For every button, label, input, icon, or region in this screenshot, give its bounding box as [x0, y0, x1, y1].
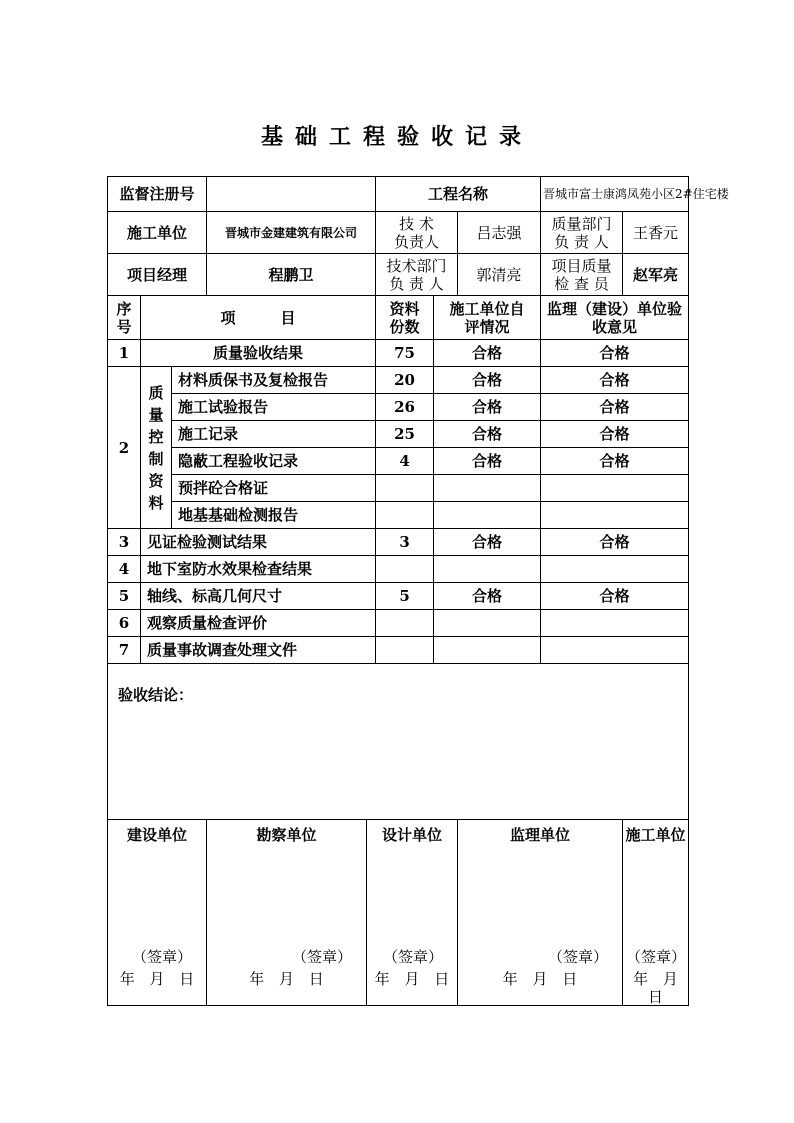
seal-label: （签章） [291, 948, 352, 966]
row-self-eval: 合格 [434, 583, 541, 610]
date-label: 年 月 日 [633, 970, 678, 1006]
row-supervision: 合格 [541, 394, 689, 421]
seal-label: （签章） [548, 948, 609, 966]
row-count [376, 502, 434, 529]
row-item: 轴线、标高几何尺寸 [141, 583, 376, 610]
project-name-label: 工程名称 [376, 177, 541, 212]
date-label: 年 月 日 [119, 970, 195, 988]
row-seq: 7 [108, 637, 141, 664]
row-count: 20 [376, 367, 434, 394]
signature-unit-label: 勘察单位 [256, 826, 317, 844]
row-supervision: 合格 [541, 421, 689, 448]
row-supervision [541, 610, 689, 637]
row-count: 75 [376, 340, 434, 367]
acceptance-record-table [107, 176, 729, 1006]
quality-inspector-value: 赵军亮 [623, 254, 689, 296]
row-self-eval: 合格 [434, 367, 541, 394]
date-label: 年 月 日 [502, 970, 578, 988]
row-supervision: 合格 [541, 529, 689, 556]
conclusion-label: 验收结论： [108, 664, 689, 820]
signature-cell-supervision [458, 820, 623, 1006]
row-count [376, 475, 434, 502]
row-count: 5 [376, 583, 434, 610]
row-supervision: 合格 [541, 448, 689, 475]
signature-unit-label: 施工单位 [625, 826, 686, 844]
signature-unit-label: 设计单位 [382, 826, 443, 844]
row-supervision: 合格 [541, 583, 689, 610]
row-item: 观察质量检查评价 [141, 610, 376, 637]
signature-cell-design [367, 820, 458, 1006]
seal-label: （签章） [383, 948, 444, 966]
row-count: 25 [376, 421, 434, 448]
row-item: 施工记录 [172, 421, 376, 448]
row-self-eval: 合格 [434, 529, 541, 556]
row-supervision: 合格 [541, 367, 689, 394]
row-self-eval: 合格 [434, 448, 541, 475]
date-label: 年 月 日 [249, 970, 324, 988]
row-seq: 3 [108, 529, 141, 556]
row-count [376, 637, 434, 664]
row-self-eval [434, 556, 541, 583]
reg-label: 监督注册号 [108, 177, 207, 212]
quality-control-group-label: 质 量 控 制 资 料 [141, 367, 172, 529]
row-self-eval: 合格 [434, 394, 541, 421]
row-seq: 2 [108, 367, 141, 529]
reg-value [207, 177, 376, 212]
row-self-eval [434, 637, 541, 664]
row-self-eval [434, 610, 541, 637]
row-supervision [541, 475, 689, 502]
col-item-header: 项 目 [141, 296, 376, 340]
col-self-eval-header: 施工单位自 评情况 [434, 296, 541, 340]
row-item: 施工试验报告 [172, 394, 376, 421]
row-seq: 4 [108, 556, 141, 583]
pm-label: 项目经理 [108, 254, 207, 296]
project-name-value: 晋城市富士康鸿凤苑小区2#住宅楼 [541, 177, 689, 212]
row-item: 地下室防水效果检查结果 [141, 556, 376, 583]
col-seq-header: 序 号 [108, 296, 141, 340]
row-item: 预拌砼合格证 [172, 475, 376, 502]
signature-cell-survey [207, 820, 367, 1006]
quality-dept-label: 质量部门 负 责 人 [541, 212, 623, 254]
row-self-eval [434, 502, 541, 529]
row-item: 地基基础检测报告 [172, 502, 376, 529]
construction-unit-value: 晋城市金建建筑有限公司 [207, 212, 376, 254]
row-self-eval: 合格 [434, 340, 541, 367]
row-self-eval [434, 475, 541, 502]
row-seq: 6 [108, 610, 141, 637]
row-item: 材料质保书及复检报告 [172, 367, 376, 394]
page-title: 基础工程验收记录 [260, 124, 533, 150]
signature-cell-contractor [623, 820, 689, 1006]
col-count-header: 资料 份数 [376, 296, 434, 340]
row-seq: 1 [108, 340, 141, 367]
row-supervision [541, 502, 689, 529]
row-count: 26 [376, 394, 434, 421]
row-supervision [541, 556, 689, 583]
row-seq: 5 [108, 583, 141, 610]
row-self-eval: 合格 [434, 421, 541, 448]
row-item: 质量验收结果 [141, 340, 376, 367]
row-count: 3 [376, 529, 434, 556]
tech-dept-value: 郭清亮 [458, 254, 541, 296]
quality-dept-value: 王香元 [623, 212, 689, 254]
row-count: 4 [376, 448, 434, 475]
construction-unit-label: 施工单位 [108, 212, 207, 254]
row-count [376, 556, 434, 583]
tech-dept-label: 技术部门 负 责 人 [376, 254, 458, 296]
signature-unit-label: 建设单位 [126, 826, 187, 844]
row-supervision: 合格 [541, 340, 689, 367]
row-count [376, 610, 434, 637]
col-supervision-header: 监理（建设）单位验 收意见 [541, 296, 689, 340]
row-supervision [541, 637, 689, 664]
tech-lead-label: 技 术 负责人 [376, 212, 458, 254]
signature-unit-label: 监理单位 [510, 826, 571, 844]
date-label: 年 月 日 [374, 970, 450, 988]
quality-inspector-label: 项目质量 检 查 员 [541, 254, 623, 296]
signature-cell-owner [108, 820, 207, 1006]
row-item: 质量事故调查处理文件 [141, 637, 376, 664]
seal-label: （签章） [131, 948, 192, 966]
row-item: 隐蔽工程验收记录 [172, 448, 376, 475]
row-item: 见证检验测试结果 [141, 529, 376, 556]
seal-label: （签章） [626, 948, 687, 966]
pm-value: 程鹏卫 [207, 254, 376, 296]
tech-lead-value: 吕志强 [458, 212, 541, 254]
